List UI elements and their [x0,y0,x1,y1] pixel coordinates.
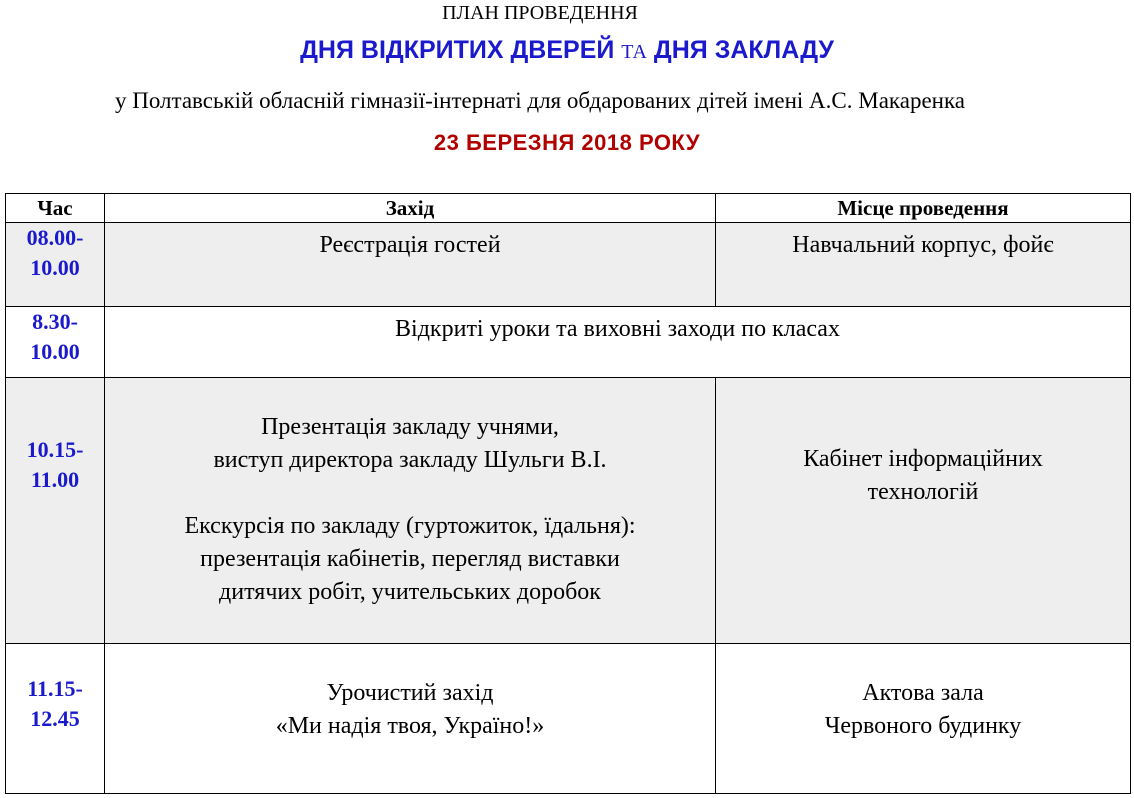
plan-heading: ПЛАН ПРОВЕДЕННЯ [442,2,638,24]
header-event: Захід [105,194,716,223]
header-time: Час [6,194,105,223]
row-time: 8.30- 10.00 [6,307,105,378]
schedule-table [5,193,1131,794]
row-time: 08.00- 10.00 [6,223,105,307]
table-row [6,307,1131,378]
table-header-row [6,194,1131,223]
row-event: Відкриті уроки та виховні заходи по класах [105,307,1131,378]
event-date: 23 БЕРЕЗНЯ 2018 РОКУ [433,130,701,155]
event-title-conjunction: ТА [621,41,647,63]
row-place: Актова зала Червоного будинку [716,644,1131,794]
row-place: Навчальний корпус, фойє [716,223,1131,307]
event-title-part2: ДНЯ ЗАКЛАДУ [653,36,834,64]
event-title-part1: ДНЯ ВІДКРИТИХ ДВЕРЕЙ [300,36,615,64]
row-event: Презентація закладу учнями, виступ директора закладу Шульги В.І. Екскурсія по закладу (гуртожиток, їдальня): презентація кабінетів, перегляд виставки дитячих робіт, учительських доробок [105,378,716,644]
row-time: 10.15- 11.00 [6,378,105,644]
header-place: Місце проведення [716,194,1131,223]
row-event: Реєстрація гостей [105,223,716,307]
row-event: Урочистий захід «Ми надія твоя, Україно!» [105,644,716,794]
table-row [6,378,1131,644]
row-place: Кабінет інформаційних технологій [716,378,1131,644]
school-name: у Полтавській обласній гімназії-інтернаті для обдарованих дітей імені А.С. Макаренка [114,88,966,113]
row-time: 11.15- 12.45 [6,644,105,794]
table-row [6,223,1131,307]
event-title [0,36,1134,65]
table-row [6,644,1131,794]
